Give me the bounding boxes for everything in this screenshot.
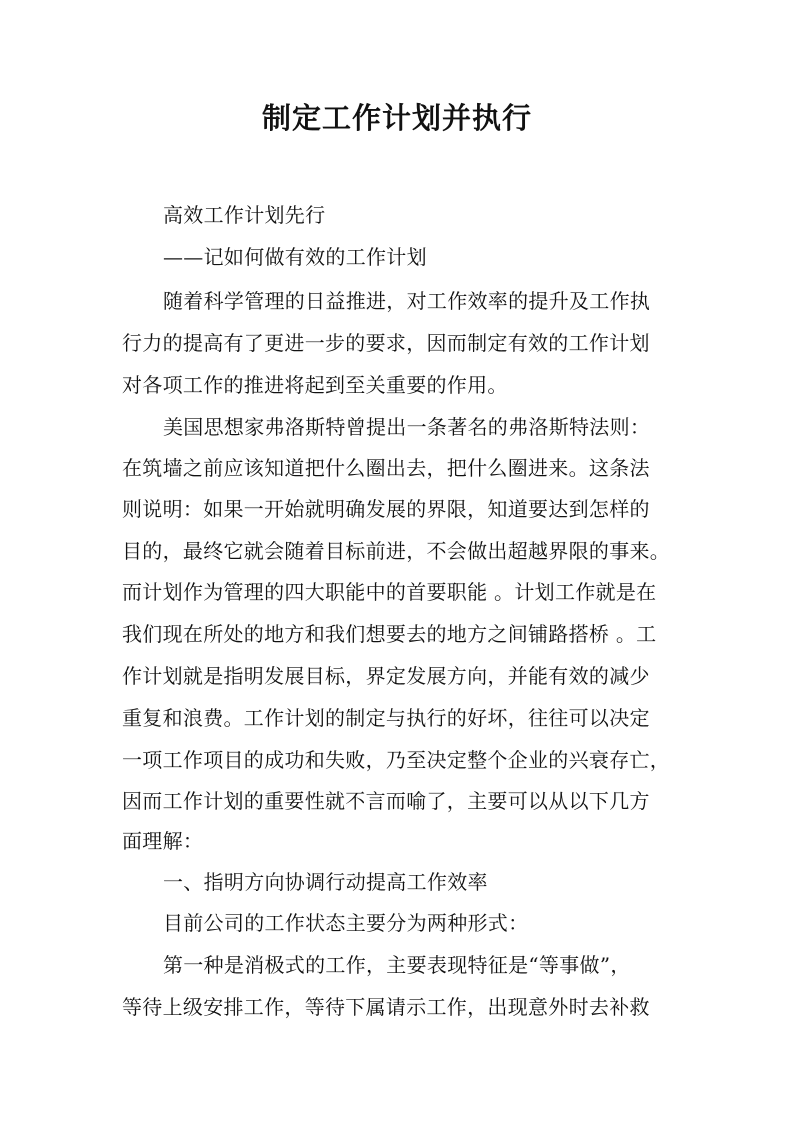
paragraph-line: 目的，最终它就会随着目标前进，不会做出超越界限的事来。: [122, 539, 671, 563]
document-title: 制定工作计划并执行: [261, 101, 532, 135]
paragraph-line: 目前公司的工作状态主要分为两种形式：: [163, 911, 529, 935]
paragraph-line: 美国思想家弗洛斯特曾提出一条著名的弗洛斯特法则：: [163, 415, 651, 439]
paragraph-line: 在筑墙之前应该知道把什么圈出去，把什么圈进来。这条法: [122, 456, 650, 480]
paragraph-line: 因而工作计划的重要性就不言而喻了，主要可以从以下几方: [122, 789, 650, 813]
paragraph-line: 对各项工作的推进将起到至关重要的作用。: [122, 373, 508, 397]
paragraph-line: 则说明：如果一开始就明确发展的界限，知道要达到怎样的: [122, 497, 650, 521]
paragraph-line: 我们现在所处的地方和我们想要去的地方之间铺路搭桥 。工: [122, 622, 657, 646]
paragraph-line: 等待上级安排工作，等待下属请示工作，出现意外时去补救: [122, 995, 650, 1019]
section-heading: 一、指明方向协调行动提高工作效率: [163, 870, 488, 894]
subtitle-line: 高效工作计划先行: [163, 203, 326, 227]
paragraph-line: 重复和浪费。工作计划的制定与执行的好坏，往往可以决定: [122, 706, 650, 730]
subtitle-line: ——记如何做有效的工作计划: [163, 245, 427, 269]
paragraph-line: 第一种是消极式的工作，主要表现特征是“等事做”，: [163, 953, 631, 977]
paragraph-line: 行力的提高有了更进一步的要求，因而制定有效的工作计划: [122, 331, 650, 355]
paragraph-line: 而计划作为管理的四大职能中的首要职能 。计划工作就是在: [122, 580, 657, 604]
paragraph-line: 随着科学管理的日益推进，对工作效率的提升及工作执: [163, 289, 651, 313]
paragraph-line: 面理解：: [122, 829, 204, 853]
paragraph-line: 作计划就是指明发展目标，界定发展方向，并能有效的减少: [122, 664, 650, 688]
paragraph-line: 一项工作项目的成功和失败，乃至决定整个企业的兴衰存亡，: [122, 748, 671, 772]
